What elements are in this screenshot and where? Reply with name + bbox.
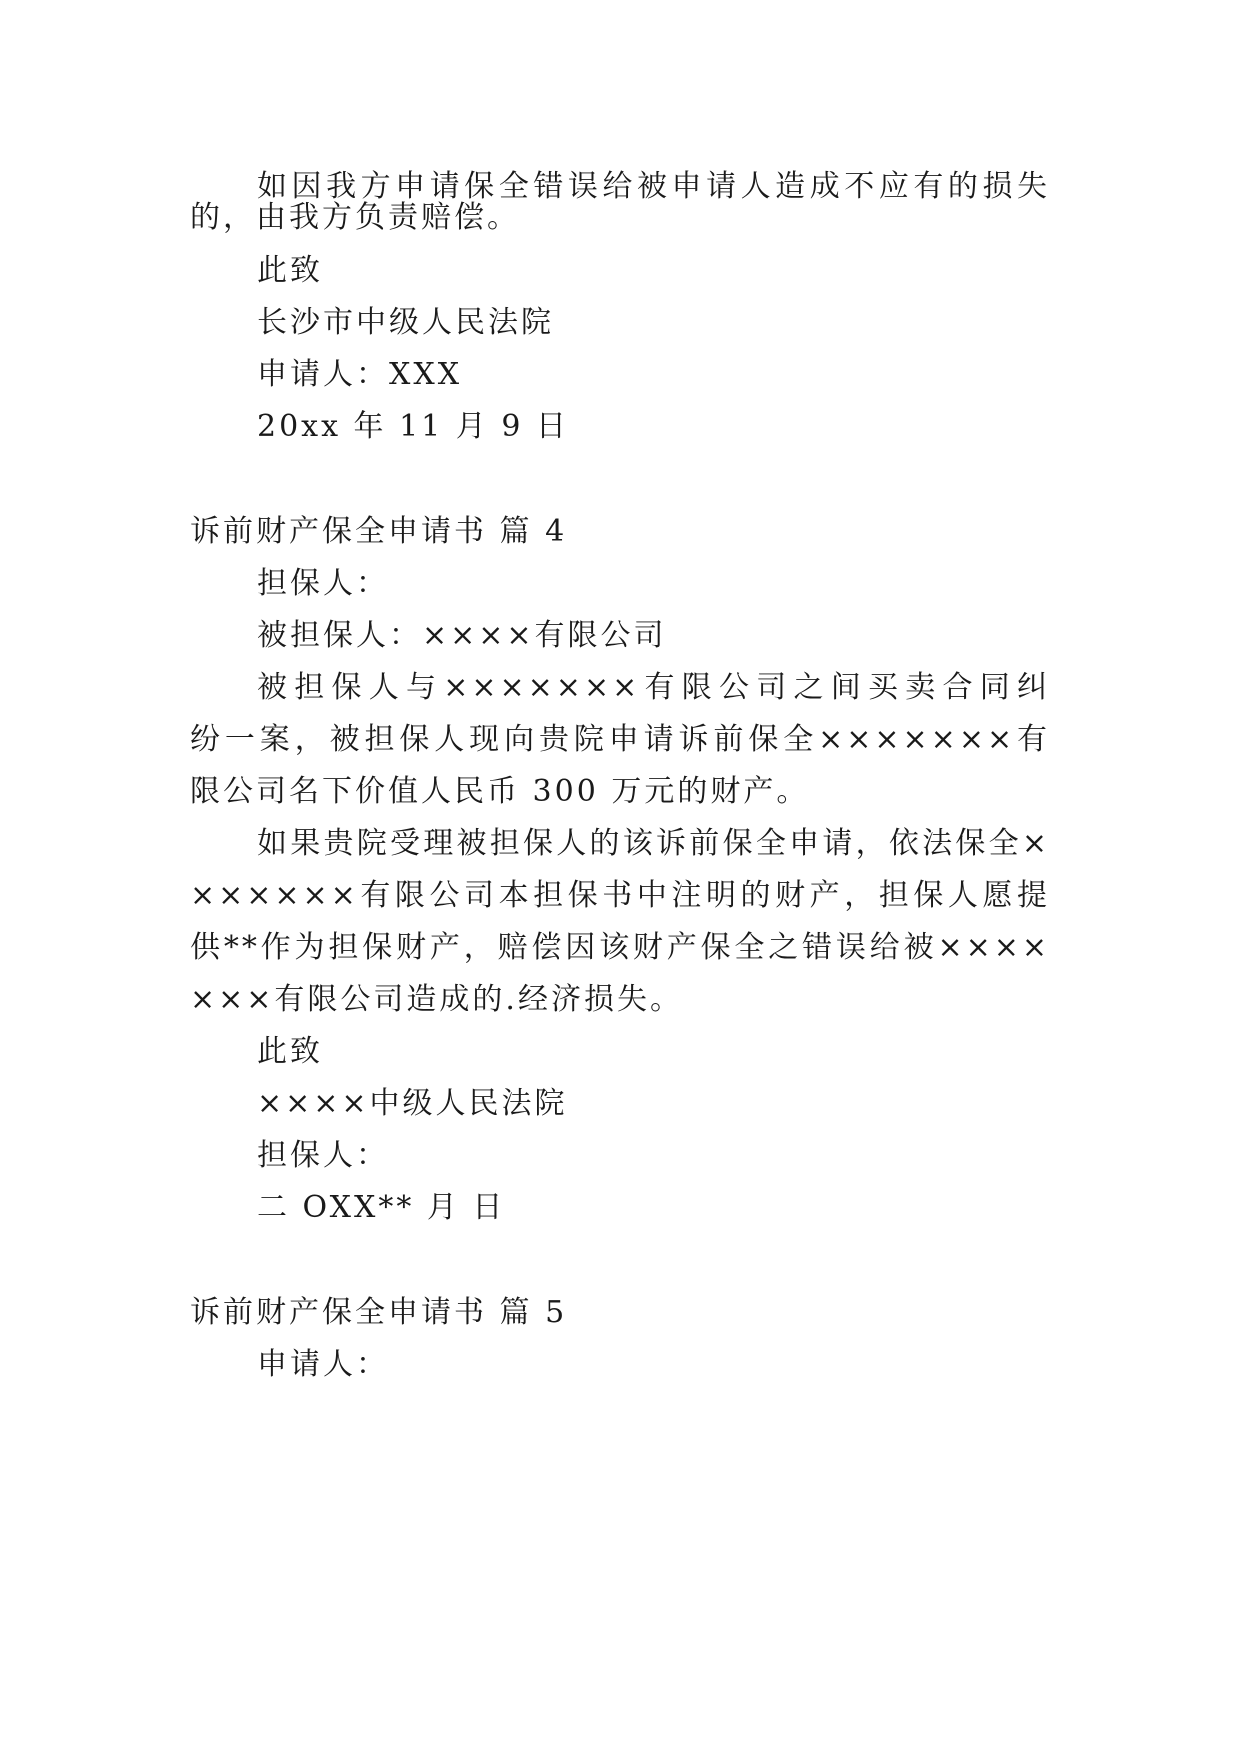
body-text-line: 被担保人与×××××××有限公司之间买卖合同纠: [257, 670, 1050, 705]
guarantor-signature-label: 担保人：: [257, 1138, 389, 1173]
body-text-line: 纷一案，被担保人现向贵院申请诉前保全×××××××有: [190, 722, 1050, 757]
body-text-line: ×××有限公司造成的.经济损失。: [190, 982, 683, 1017]
body-text-line: 供**作为担保财产，赔偿因该财产保全之错误给被××××: [190, 930, 1050, 965]
applicant-label: 申请人：: [257, 1347, 389, 1382]
body-text-line: 如果贵院受理被担保人的该诉前保全申请，依法保全×: [257, 826, 1050, 861]
body-text-line: 如因我方申请保全错误给被申请人造成不应有的损失: [257, 169, 1050, 204]
applicant-text: 申请人：XXX: [257, 357, 463, 392]
guarantor-label: 担保人：: [257, 566, 389, 601]
body-text-line: 的，由我方负责赔偿。: [190, 200, 520, 235]
court-name-text: 长沙市中级人民法院: [257, 305, 554, 340]
guaranteed-party-text: 被担保人：××××有限公司: [257, 618, 667, 653]
date-text: 20xx 年 11 月 9 日: [257, 409, 569, 444]
section-heading: 诉前财产保全申请书 篇 5: [190, 1295, 568, 1330]
body-text-line: ××××××有限公司本担保书中注明的财产，担保人愿提: [190, 878, 1050, 913]
body-text-line: 限公司名下价值人民币 300 万元的财产。: [190, 774, 810, 809]
salutation-text: 此致: [257, 253, 323, 288]
section-heading: 诉前财产保全申请书 篇 4: [190, 514, 568, 549]
court-name-text: ××××中级人民法院: [257, 1086, 568, 1121]
date-text: 二 OXX** 月 日: [257, 1190, 506, 1225]
salutation-text: 此致: [257, 1034, 323, 1069]
